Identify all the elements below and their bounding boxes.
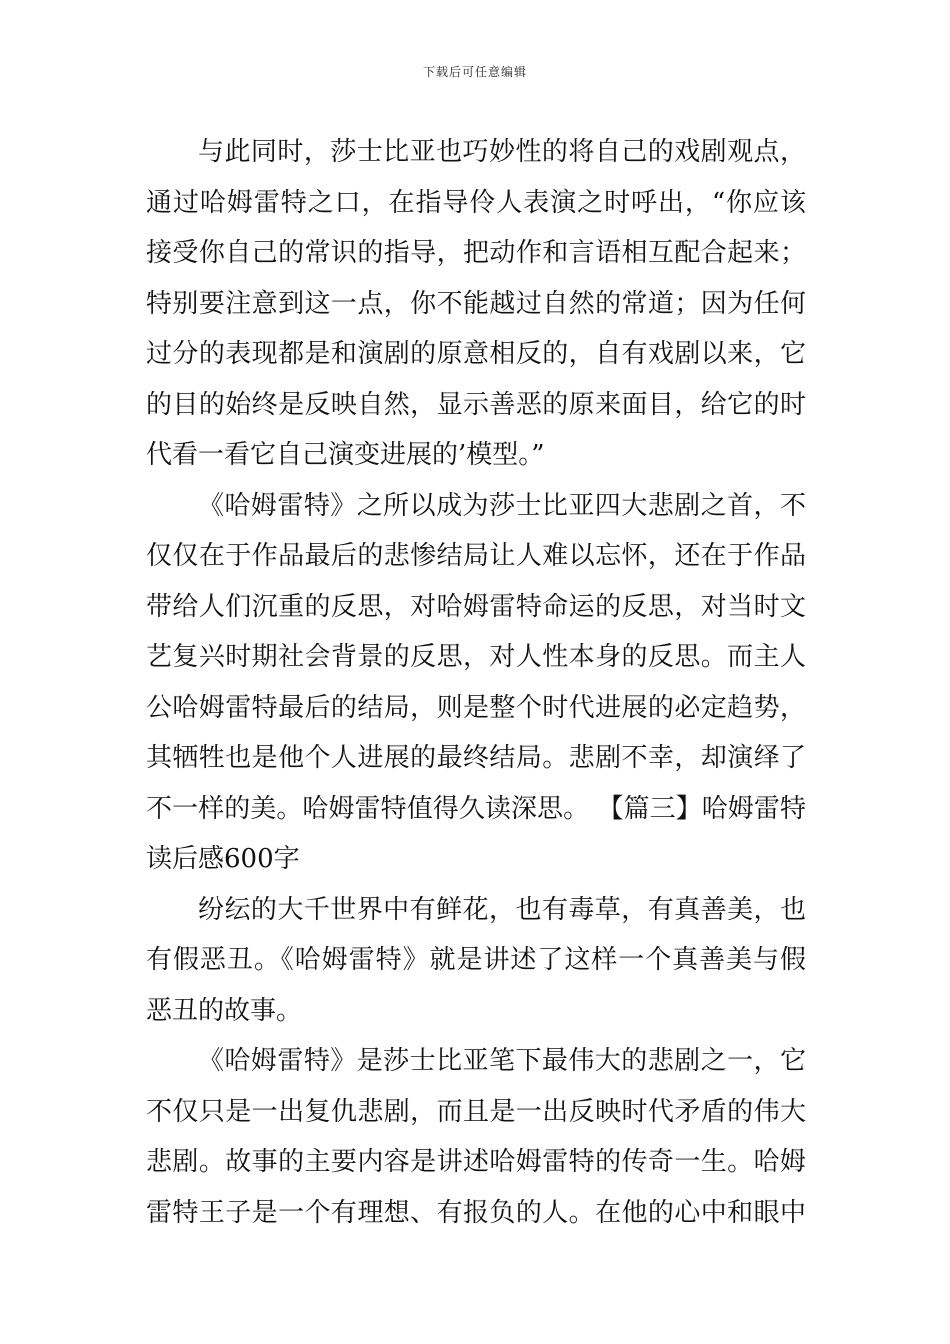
- text-line: 接受你自己的常识的指导，把动作和言语相互配合起来；: [146, 238, 806, 268]
- text-line: 不仅只是一出复仇悲剧，而且是一出反映时代矛盾的伟大: [146, 1096, 806, 1127]
- text-line: 带给人们沉重的反思，对哈姆雷特命运的反思，对当时文: [146, 591, 806, 622]
- text-line: 公哈姆雷特最后的结局，则是整个时代进展的必定趋势，: [146, 692, 806, 723]
- document-body: [146, 127, 806, 1238]
- text-line: 通过哈姆雷特之口，在指导伶人表演之时呼出，“你应该: [146, 187, 806, 218]
- text-line: 特别要注意到这一点，你不能越过自然的常道；因为任何: [146, 288, 806, 319]
- text-line: 的目的始终是反映自然，显示善恶的原来面目，给它的时: [146, 389, 806, 420]
- text-line: 过分的表现都是和演剧的原意相反的，自有戏剧以来，它: [146, 339, 806, 369]
- text-line: 纷纭的大千世界中有鲜花，也有毒草，有真善美，也: [198, 894, 806, 925]
- text-line: 其牺牲也是他个人进展的最终结局。悲剧不幸，却演绎了: [146, 743, 806, 773]
- page-header: 下载后可任意编辑: [422, 65, 527, 79]
- paragraph: [146, 885, 806, 1037]
- paragraph: [146, 127, 806, 481]
- text-line: 悲剧。故事的主要内容是讲述哈姆雷特的传奇一生。哈姆: [146, 1147, 806, 1177]
- text-line: 读后感600字: [146, 844, 300, 874]
- paragraph: [146, 481, 806, 885]
- text-line: 《哈姆雷特》之所以成为莎士比亚四大悲剧之首，不: [198, 490, 806, 521]
- text-line: 艺复兴时期社会背景的反思，对人性本身的反思。而主人: [146, 642, 806, 672]
- paragraph: [146, 1036, 806, 1238]
- text-line: 《哈姆雷特》是莎士比亚笔下最伟大的悲剧之一，它: [198, 1046, 806, 1076]
- text-line: 有假恶丑。《哈姆雷特》就是讲述了这样一个真善美与假: [146, 945, 806, 975]
- text-line: 仅仅在于作品最后的悲惨结局让人难以忘怀，还在于作品: [146, 541, 806, 571]
- text-line: 与此同时，莎士比亚也巧妙性的将自己的戏剧观点，: [198, 137, 806, 167]
- text-line: 不一样的美。哈姆雷特值得久读深思。 【篇三】哈姆雷特: [146, 793, 806, 824]
- text-line: 恶丑的故事。: [146, 995, 303, 1026]
- text-line: 雷特王子是一个有理想、有报负的人。在他的心中和眼中: [146, 1197, 806, 1228]
- text-line: 代看一看它自己演变进展的’模型。”: [146, 440, 545, 470]
